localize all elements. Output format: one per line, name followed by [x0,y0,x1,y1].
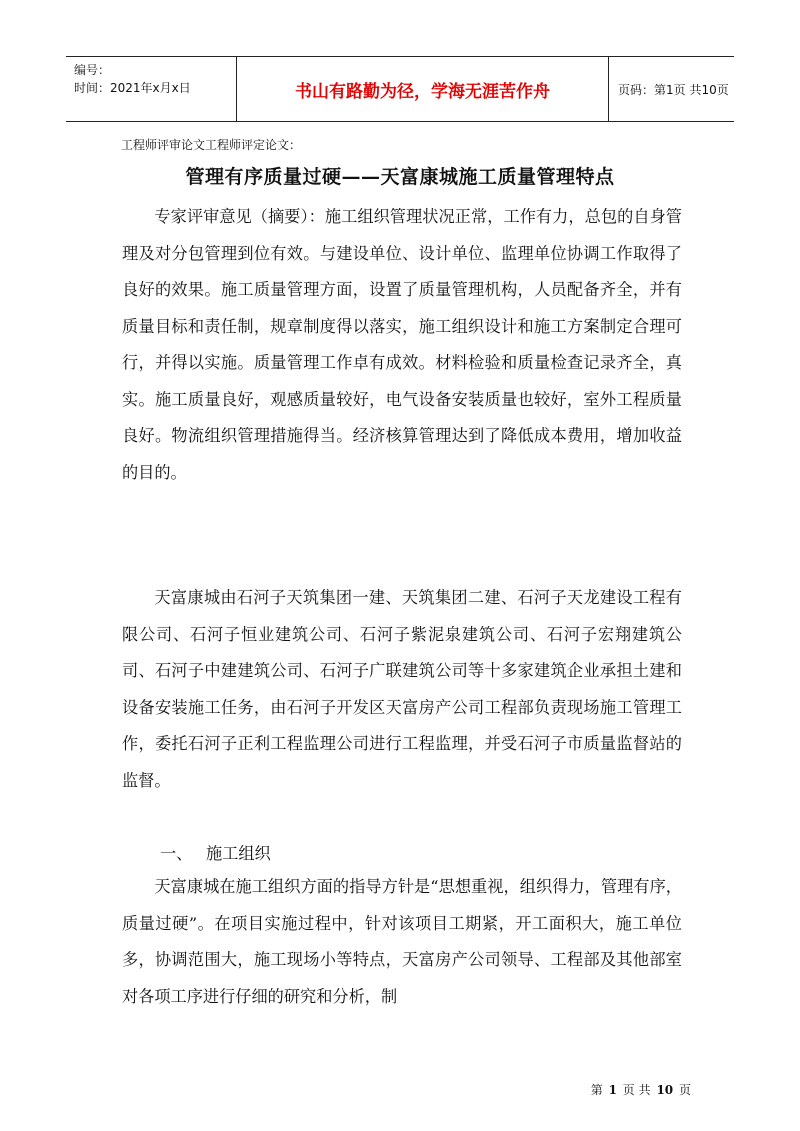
page-header [66,56,734,122]
time-label: 时间：2021年x月x日 [74,81,191,95]
body-paragraph: 天富康城在施工组织方面的指导方针是“思想重视，组织得力，管理有序，质量过硬”。在项目实施过程中，针对该项目工期紧，开工面积大，施工单位多，协调范围大，施工现场小等特点，天富房产公司领导、工程部及其他部室对各项工序进行仔细的研究和分析，制 [122,877,682,1006]
footer-middle: 页 共 [622,1083,651,1097]
paper-note: 工程师评审论文工程师评定论文： [121,138,302,152]
number-label: 编号： [74,63,111,77]
section-title: 施工组织 [206,844,271,863]
section-heading [160,840,271,864]
footer-total-pages: 10 [656,1083,674,1097]
footer-current-page: 1 [608,1083,617,1097]
header-meta [66,57,236,121]
body-paragraph: 天富康城由石河子天筑集团一建、天筑集团二建、石河子天龙建设工程有限公司、石河子恒业建筑公司、石河子紫泥泉建筑公司、石河子宏翔建筑公司、石河子中建建筑公司、石河子广联建筑公司等十多家建筑企业承担土建和设备安装施工任务，由石河子开发区天富房产公司工程部负责现场施工管理工作，委托石河子正利工程监理公司进行工程监理，并受石河子市质量监督站的监督。 [122,588,682,790]
header-divider [608,57,609,121]
footer-suffix: 页 [678,1083,691,1097]
header-page-info: 页码：第1页 共10页 [618,82,729,97]
header-slogan: 书山有路勤为径，学海无涯苦作舟 [295,81,550,102]
page-footer [591,1081,691,1098]
page-title: 管理有序质量过硬——天富康城施工质量管理特点 [185,166,615,188]
section-number: 一、 [160,844,193,863]
footer-prefix: 第 [590,1083,603,1097]
abstract-paragraph: 专家评审意见（摘要）：施工组织管理状况正常，工作有力，总包的自身管理及对分包管理到位有效。与建设单位、设计单位、监理单位协调工作取得了良好的效果。施工质量管理方面，设置了质量管理机构，人员配备齐全，并有质量目标和责任制，规章制度得以落实，施工组织设计和施工方案制定合理可行，并得以实施。质量管理工作卓有成效。材料检验和质量检查记录齐全，真实。施工质量良好，观感质量较好，电气设备安装质量也较好，室外工程质量良好。物流组织管理措施得当。经济核算管理达到了降低成本费用，增加收益的目的。 [122,207,682,482]
